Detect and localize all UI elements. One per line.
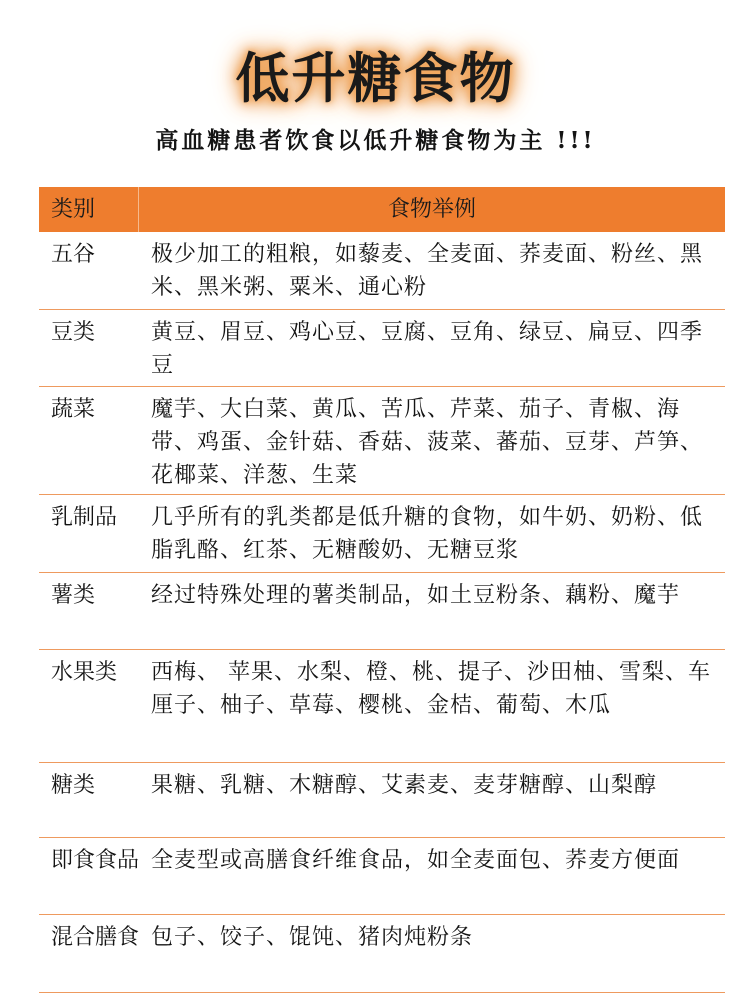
row-category: 乳制品	[51, 505, 118, 530]
row-foods: 魔芋、大白菜、黄瓜、苦瓜、芹菜、茄子、青椒、海带、鸡蛋、金针菇、香菇、菠菜、蕃茄、豆芽、芦笋、花椰菜、洋葱、生菜	[151, 397, 704, 488]
table-row	[39, 232, 725, 310]
row-foods: 经过特殊处理的薯类制品，如土豆粉条、藕粉、魔芋	[151, 583, 681, 608]
table-row	[39, 310, 725, 387]
row-category: 五谷	[51, 242, 96, 267]
page-subtitle: 高血糖患者饮食以低升糖食物为主 !!!	[155, 127, 596, 154]
table-row	[39, 915, 725, 993]
row-category: 即食食品	[51, 848, 140, 873]
row-foods: 包子、饺子、馄饨、猪肉炖粉条	[151, 925, 474, 950]
table-row	[39, 387, 725, 495]
row-foods: 果糖、乳糖、木糖醇、艾素麦、麦芽糖醇、山梨醇	[151, 773, 658, 798]
header-foods: 食物举例	[387, 197, 476, 222]
table-row	[39, 763, 725, 838]
table-row	[39, 495, 725, 573]
page-title: 低升糖食物	[235, 47, 516, 110]
row-category: 薯类	[51, 583, 96, 608]
row-foods: 几乎所有的乳类都是低升糖的食物，如牛奶、奶粉、低脂乳酪、红茶、无糖酸奶、无糖豆浆	[151, 505, 704, 563]
row-category: 水果类	[51, 660, 118, 685]
row-category: 糖类	[51, 773, 96, 798]
row-category: 蔬菜	[51, 397, 96, 422]
food-table	[39, 187, 725, 993]
table-header	[39, 187, 725, 232]
row-category: 豆类	[51, 320, 96, 345]
row-category: 混合膳食	[51, 925, 140, 950]
row-foods: 西梅、 苹果、水梨、橙、桃、提子、沙田柚、雪梨、车厘子、柚子、草莓、樱桃、金桔、葡萄、木瓜	[151, 660, 711, 718]
row-foods: 全麦型或高膳食纤维食品，如全麦面包、荞麦方便面	[151, 848, 681, 873]
row-foods: 黄豆、眉豆、鸡心豆、豆腐、豆角、绿豆、扁豆、四季豆	[151, 320, 704, 378]
header-category: 类别	[39, 187, 139, 232]
table-row	[39, 650, 725, 763]
table-row	[39, 838, 725, 915]
table-row	[39, 573, 725, 650]
row-foods: 极少加工的粗粮，如藜麦、全麦面、荞麦面、粉丝、黑米、黑米粥、粟米、通心粉	[151, 242, 704, 300]
